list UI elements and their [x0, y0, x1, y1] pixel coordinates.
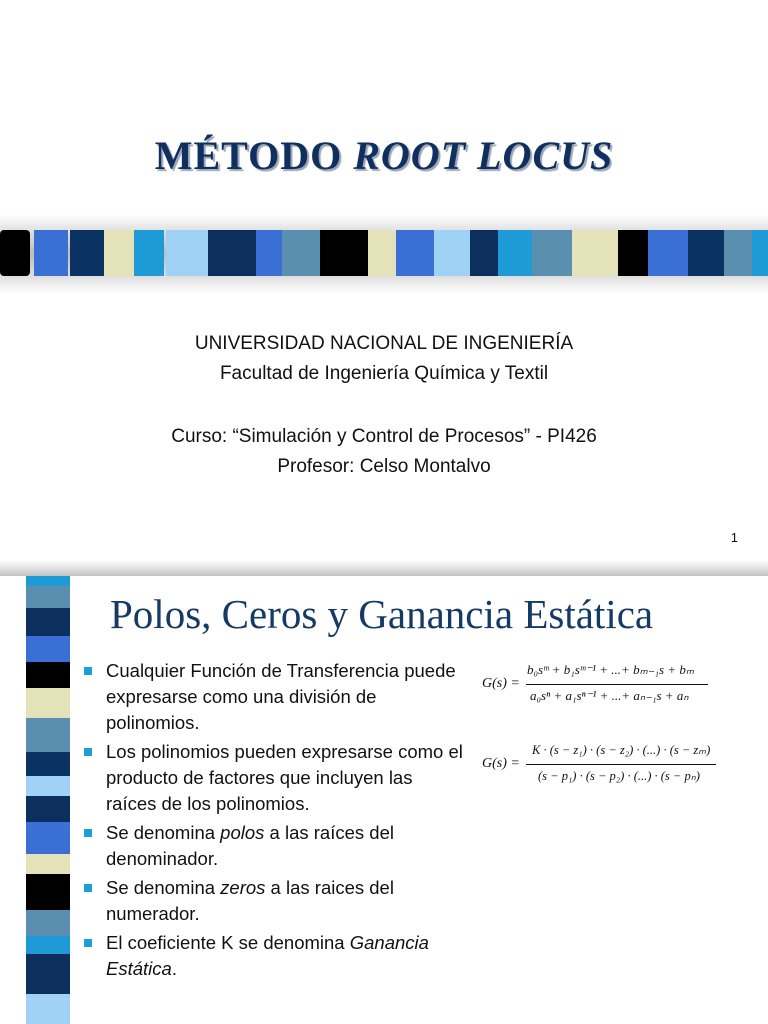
bullet-item	[84, 875, 464, 927]
bullet-emphasis: zeros	[220, 877, 266, 898]
bullet-text-post: a las raices del numerador.	[106, 877, 394, 924]
professor-name: Profesor: Celso Montalvo	[277, 456, 491, 477]
bullet-text: Cualquier Función de Transferencia puede expresarse como una división de polinomios.	[106, 660, 456, 733]
formula-numerator: b₀sᵐ + b₁sᵐ⁻¹ + ...+ bₘ₋₁s + bₘ	[527, 662, 694, 677]
bullet-item	[84, 739, 464, 817]
formula-numerator: K · (s − z₁) · (s − z₂) · (...) · (s − zₘ)	[532, 743, 711, 757]
bullet-emphasis: Ganancia Estática	[106, 932, 429, 979]
bullet-text-pre: Se denomina	[106, 877, 221, 898]
bullet-square-icon	[84, 667, 92, 675]
transfer-function-factored	[482, 742, 762, 790]
formula-lhs: G(s) =	[482, 676, 520, 691]
fraction-bar	[526, 764, 716, 765]
faculty-name: Facultad de Ingeniería Química y Textil	[219, 363, 549, 384]
title-method: MÉTODO	[154, 133, 343, 178]
formula-denominator: (s − p₁) · (s − p₂) · (...) · (s − pₙ)	[538, 769, 700, 783]
formula-denominator: a₀sⁿ + a₁sⁿ⁻¹ + ...+ aₙ₋₁s + aₙ	[530, 688, 689, 703]
bullet-text-pre: Se denomina	[106, 822, 221, 843]
bullet-square-icon	[84, 884, 92, 892]
slide-title: Polos, Ceros y Ganancia Estática	[110, 591, 654, 637]
title-root-locus: ROOT LOCUS	[353, 133, 614, 178]
fraction-bar	[526, 684, 708, 685]
bullet-square-icon	[84, 829, 92, 837]
slide-title	[0, 132, 768, 179]
bullet-text-post: .	[171, 958, 177, 979]
bullet-text-pre: El coeficiente K se denomina	[106, 932, 350, 953]
content-slide	[0, 576, 768, 1024]
bullet-text-post: a las raíces del denominador.	[106, 822, 394, 869]
formula-lhs: G(s) =	[482, 756, 520, 771]
decorative-color-band	[0, 230, 768, 276]
course-name: Curso: “Simulación y Control de Procesos” - PI426	[171, 426, 597, 447]
bullet-list	[84, 658, 464, 985]
bullet-square-icon	[84, 939, 92, 947]
bullet-item	[84, 820, 464, 872]
bullet-item	[84, 930, 464, 982]
decorative-vertical-band	[26, 576, 70, 1024]
transfer-function-polynomial	[482, 662, 752, 710]
bullet-item	[84, 658, 464, 736]
page-number: 1	[730, 530, 738, 545]
bullet-emphasis: polos	[220, 822, 265, 843]
bullet-square-icon	[84, 748, 92, 756]
university-name: UNIVERSIDAD NACIONAL DE INGENIERÍA	[194, 333, 574, 354]
bullet-text: Los polinomios pueden expresarse como el producto de factores que incluyen las raíces de los polinomios.	[106, 741, 463, 814]
